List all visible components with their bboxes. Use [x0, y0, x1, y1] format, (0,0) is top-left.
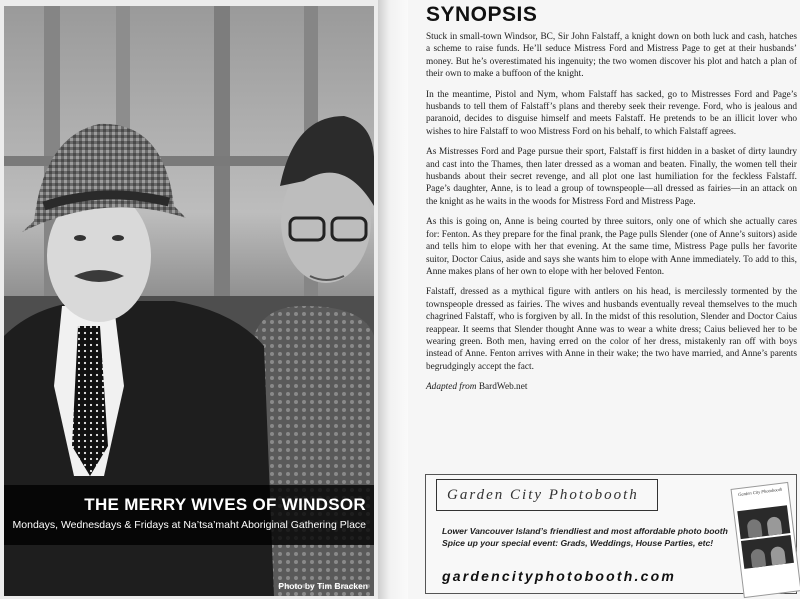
photostrip-header: Garden City Photobooth: [737, 486, 783, 498]
synopsis-heading: SYNOPSIS: [426, 3, 538, 26]
photostrip-frame: [741, 535, 794, 569]
photo-credit: Photo by Tim Bracken: [278, 581, 368, 591]
synopsis-paragraph: As this is going on, Anne is being courted by three suitors, only one of which she actually cares for: Fenton. As they prepare for the final prank, the Page pulls Slender (one of Anne’s suitors) aside and tells him to elope with her that evening. At the same time, Mistress Page pulls her favorite suitor, Doctor Caius, aside and says she wants him to elope with Anne immediately. To add to this, Anne makes plans of her own to elope with her beloved Fenton.: [426, 217, 797, 277]
synopsis-paragraph: Falstaff, dressed as a mythical figure with antlers on his head, is mercilessly tormented by the townspeople dressed as fairies. The wives and husbands eventually reveal themselves to the much chagrined Falstaff, who is forgiven by all. In the midst of this resolution, Slender and Doctor Caius reappear. It seems that Slender thought Anne was to wear a white dress; Caius believed her to be wearing green. Both men, having erred on the color of her dress, mistakenly ran off with boys instead of Anne. Fenton arrives with Anne in their wake; the two have married, and Anne’s parents begrudgingly accept the fact.: [426, 287, 797, 372]
ad-tagline-line-2: Spice up your special event: Grads, Weddings, House Parties, etc!: [442, 538, 714, 548]
right-page: [408, 0, 800, 599]
left-page: [0, 0, 378, 599]
page-gutter: [378, 0, 408, 599]
synopsis-paragraph: As Mistresses Ford and Page pursue their sport, Falstaff is first hidden in a basket of dirty laundry and cast into the Thames, then later dressed as a woman and beaten. Finally, the women tell their husbands about their secret revenge, and all plot one last humiliation for the feckless Falstaff. Page’s daughter, Anne, is to lead a group of townspeople—all dressed as fairies—in an attack on the knight as he waits in the woods for Mistress Ford and Mistress Page.: [426, 147, 797, 207]
ad-url: gardencityphotobooth.com: [442, 568, 677, 584]
ad-tagline: [442, 525, 732, 549]
adapted-prefix: Adapted from: [426, 382, 477, 393]
adapted-source: BardWeb.net: [478, 382, 528, 393]
ad-brand: Garden City Photobooth: [436, 479, 658, 511]
show-banner: [4, 485, 374, 545]
photostrip-frame: [737, 505, 790, 539]
synopsis-paragraph: In the meantime, Pistol and Nym, whom Falstaff has sacked, go to Mistresses Ford and Page’s husbands to tell them of Falstaff’s plans and thereby seek their revenge. Ford, who is jealous and paranoid, decides to disguise himself and meets Falstaff. He pretends to be an illicit lover who wishes to hire Falstaff to woo Mistress Ford on his behalf, to which Falstaff agrees.: [426, 89, 797, 137]
photobooth-advertisement: [425, 474, 797, 594]
synopsis-paragraph: Stuck in small-town Windsor, BC, Sir John Falstaff, a knight down on both luck and cash, hatches a scheme to raise funds. He’ll seduce Mistress Ford and Mistress Page to get at their husbands’ money. But he’s overestimated his ingenuity; the two women discover his plot and hatch a plan of their own to make a buffoon of the knight.: [426, 32, 797, 80]
adapted-credit: [426, 381, 797, 393]
ad-tagline-line-1: Lower Vancouver Island’s friendliest and most affordable photo booth: [442, 526, 728, 536]
ad-photostrip: [731, 482, 800, 598]
show-title: THE MERRY WIVES OF WINDSOR: [84, 495, 366, 514]
synopsis-body: [426, 31, 797, 402]
show-schedule: Mondays, Wednesdays & Fridays at Na’tsa’maht Aboriginal Gathering Place: [12, 519, 366, 531]
